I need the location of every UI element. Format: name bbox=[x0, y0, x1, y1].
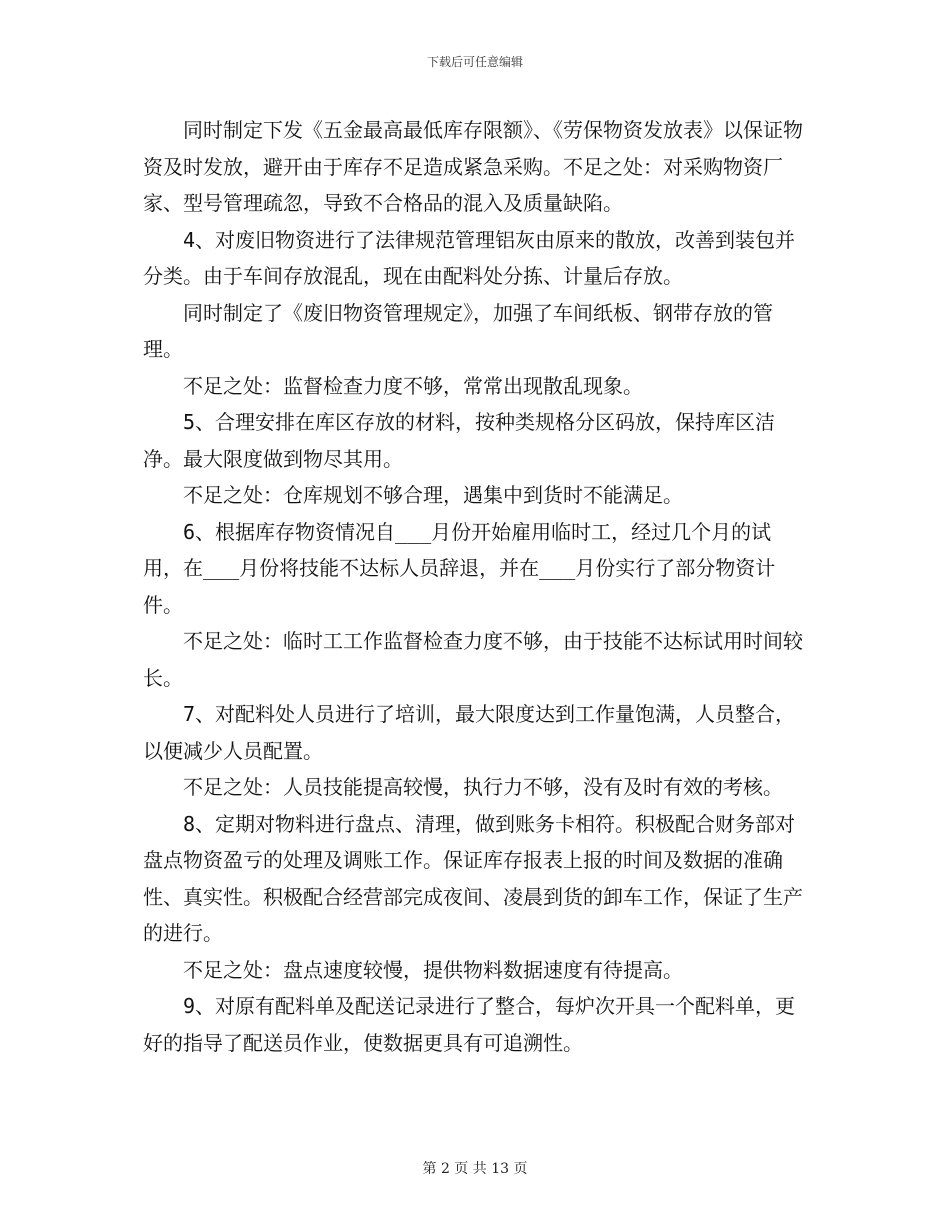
paragraph: 不足之处：仓库规划不够合理，遇集中到货时不能满足。 bbox=[183, 483, 683, 507]
document-body bbox=[143, 112, 811, 1061]
paragraph: 7、对配料处人员进行了培训，最大限度达到工作量饱满，人员整合，以便减少人员配置。 bbox=[143, 702, 796, 763]
header-note: 下载后可任意编辑 bbox=[426, 55, 523, 69]
paragraph: 不足之处：人员技能提高较慢，执行力不够，没有及时有效的考核。 bbox=[183, 775, 783, 799]
paragraph: 8、定期对物料进行盘点、清理，做到账务卡相符。积极配合财务部对盘点物资盈亏的处理及调账工作。保证库存报表上报的时间及数据的准确性、真实性。积极配合经营部完成夜间、凌晨到货的卸车工作，保证了生产的进行。 bbox=[143, 811, 803, 945]
paragraph: 不足之处：临时工工作监督检查力度不够，由于技能不达标试用时间较长。 bbox=[143, 629, 803, 690]
paragraph: 同时制定了《废旧物资管理规定》，加强了车间纸板、钢带存放的管理。 bbox=[143, 300, 773, 361]
paragraph: 6、根据库存物资情况自___月份开始雇用临时工，经过几个月的试用，在___月份将技能不达标人员辞退，并在___月份实行了部分物资计件。 bbox=[143, 519, 776, 617]
page-number: 第 2 页 共 13 页 bbox=[422, 1161, 528, 1177]
paragraph: 4、对废旧物资进行了法律规范管理铝灰由原来的散放，改善到装包并分类。由于车间存放混乱，现在由配料处分拣、计量后存放。 bbox=[143, 227, 796, 288]
paragraph: 5、合理安排在库区存放的材料，按种类规格分区码放，保持库区洁净。最大限度做到物尽其用。 bbox=[143, 410, 776, 471]
paragraph: 9、对原有配料单及配送记录进行了整合，每炉次开具一个配料单，更好的指导了配送员作业，使数据更具有可追溯性。 bbox=[143, 994, 796, 1055]
paragraph: 不足之处：监督检查力度不够，常常出现散乱现象。 bbox=[183, 373, 643, 398]
paragraph: 同时制定下发《五金最高最低库存限额》、《劳保物资发放表》以保证物资及时发放，避开由于库存不足造成紧急采购。不足之处：对采购物资厂家、型号管理疏忽，导致不合格品的混入及质量缺陷。 bbox=[143, 118, 803, 215]
paragraph: 不足之处：盘点速度较慢，提供物料数据速度有待提高。 bbox=[183, 957, 683, 982]
